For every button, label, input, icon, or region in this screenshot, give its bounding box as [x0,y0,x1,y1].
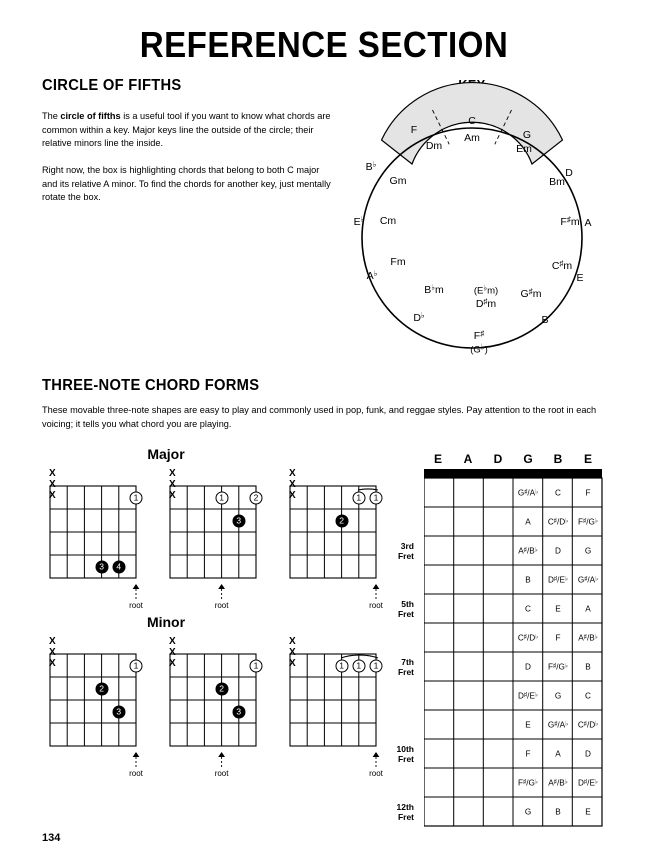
note-cell: C [585,691,591,701]
muted-strings-row: X X X [169,636,189,669]
note-cell: D [525,662,531,672]
circle-inner-Eflatm: (E♭m) [473,283,499,297]
note-cell: G [554,691,562,701]
note-cell: B [585,662,591,672]
fretboard-grid [286,652,380,750]
circle-outer-G: G [522,129,532,141]
note-cell: C♯/D♭ [547,517,569,527]
finger-dot: 1 [370,660,383,673]
note-cell: D♯/E♭ [578,778,598,788]
finger-dot: 1 [352,660,365,673]
string-header-G: G [523,452,533,466]
circle-inner-Csharpm: C♯m [551,259,573,272]
string-header-E6: E [433,452,443,466]
finger-dot: 3 [112,706,125,719]
circle-inner-Em: Em [516,143,532,155]
muted-strings-row: X X X [169,468,189,501]
circle-outer-C: C [468,115,476,127]
finger-dot: 1 [215,492,228,505]
note-cell: F [585,488,591,498]
root-arrow [166,584,260,600]
finger-dot: 2 [215,683,228,696]
finger-dot: 1 [352,492,365,505]
note-cell: F♯/G♭ [578,517,598,527]
root-arrow [166,752,260,768]
circle-outer-Gflat: (G♭) [470,342,488,356]
note-cell: D [555,546,561,556]
circle-inner-Gsharpm: G♯m [520,287,542,300]
circle-inner-Dm: Dm [425,140,443,152]
root-arrow [46,752,140,768]
note-cell: D♯/E♭ [548,575,568,585]
note-cell: G [584,546,592,556]
fretboard-grid [286,484,380,582]
note-cell: G♯/A♭ [547,720,569,730]
note-cell: D♯/E♭ [518,691,538,701]
circle-inner-Fm: Fm [390,256,406,268]
finger-dot: 1 [130,660,143,673]
note-cell: A [585,604,591,614]
note-cell: G♯/A♭ [517,488,539,498]
circle-outer-D: D [565,167,573,179]
note-cell: B [555,807,561,817]
circle-inner-Dsharpm: D♯m [475,297,497,310]
muted-strings-row: X X X [289,468,309,501]
note-cell: C♯/D♭ [577,720,599,730]
note-cell: A♯/B♭ [548,778,568,788]
chord-forms-paragraph: These movable three-note shapes are easy to play and commonly used in pop, funk, and reggae styles. Pay attention to the root in each voicing; it tells you what chord you are playing. [42,405,597,429]
group-title-minor: Minor [146,614,186,630]
note-cell: A [555,749,561,759]
finger-dot: 3 [232,515,245,528]
page-title: REFERENCE SECTION [139,24,509,65]
circle-outer-A: A [584,217,592,229]
note-cell: C♯/D♭ [517,633,539,643]
root-label: root [214,601,229,610]
finger-dot: 1 [250,660,263,673]
fret-marker-7th: 7th Fret [397,657,415,677]
note-cell: A♯/B♭ [578,633,598,643]
note-cell: G♯/A♭ [577,575,599,585]
note-cell: B [525,575,531,585]
note-cell: F♯/G♭ [548,662,568,672]
note-cell: A♯/B♭ [518,546,538,556]
circle-inner-Fsharpm: F♯m [560,215,580,228]
finger-dot: 1 [370,492,383,505]
root-label: root [369,769,383,778]
note-cell: F♯/G♭ [518,778,538,788]
finger-dot: 2 [335,515,348,528]
finger-dot: 1 [130,492,143,505]
fret-marker-10th: 10th Fret [396,744,414,764]
note-cell: D [585,749,591,759]
note-cell: C [525,604,531,614]
circle-outer-Aflat: A♭ [366,269,378,282]
circle-inner-Cm: Cm [379,215,397,227]
finger-dot: 3 [95,561,108,574]
root-label: root [369,601,383,610]
circle-outer-E: E [576,272,584,284]
note-cell: E [555,604,561,614]
note-cell: G [524,807,532,817]
circle-of-fifths-figure [336,78,608,362]
note-cell: C [555,488,561,498]
string-header-A: A [463,452,473,466]
finger-dot: 2 [95,683,108,696]
circle-paragraph-2: Right now, the box is highlighting chords that belong to both C major and its relative A minor. To find the chords for another key, just mentally rotate the box. [42,165,331,202]
muted-strings-row: X X X [49,636,69,669]
string-header-D: D [493,452,503,466]
fretboard-grid [46,484,140,582]
fretboard-grid [166,484,260,582]
note-cell: E [585,807,591,817]
fret-marker-12th: 12th Fret [396,802,414,822]
circle-inner-Bm: Bm [549,176,565,188]
string-header-B: B [553,452,563,466]
finger-dot: 1 [335,660,348,673]
section-heading-three-note-chord-forms: THREE-NOTE CHORD FORMS [42,377,260,394]
section-heading-circle-of-fifths: CIRCLE OF FIFTHS [42,77,182,94]
note-cell: E [525,720,531,730]
root-label: root [214,769,229,778]
circle-outer-B: B [541,314,549,326]
fretboard-grid-graphic [424,469,604,827]
fretboard-grid [166,652,260,750]
root-arrow [46,584,140,600]
string-header-E1: E [583,452,593,466]
circle-outer-Bflat: B♭ [365,160,377,173]
circle-outer-Fsharp: F♯ [473,329,485,342]
circle-inner-Am: Am [464,132,480,144]
root-label: root [129,769,143,778]
circle-outer-Eflat: E♭ [353,215,365,228]
note-cell: A [525,517,531,527]
circle-inner-Gm: Gm [389,175,407,187]
fret-marker-5th: 5th Fret [397,599,415,619]
page-number: 134 [42,832,61,844]
muted-strings-row: X X X [49,468,69,501]
finger-dot: 4 [112,561,125,574]
circle-outer-Dflat: D♭ [413,311,425,324]
root-label: root [129,601,143,610]
finger-dot: 3 [232,706,245,719]
muted-strings-row: X X X [289,636,309,669]
circle-inner-Bflatm: B♭m [424,283,444,296]
note-cell: F [555,633,561,643]
fretboard-grid [46,652,140,750]
circle-paragraph-1: The circle of fifths is a useful tool if you want to know what chords are common within a key. Major keys line the outside of the circle; their relative minors line the inside. [42,111,331,148]
root-arrow [286,752,380,768]
group-title-major: Major [147,446,185,462]
finger-dot: 2 [250,492,263,505]
fret-marker-3rd: 3rd Fret [397,541,414,561]
root-arrow [286,584,380,600]
note-cell: F [525,749,531,759]
circle-outer-F: F [410,124,418,136]
